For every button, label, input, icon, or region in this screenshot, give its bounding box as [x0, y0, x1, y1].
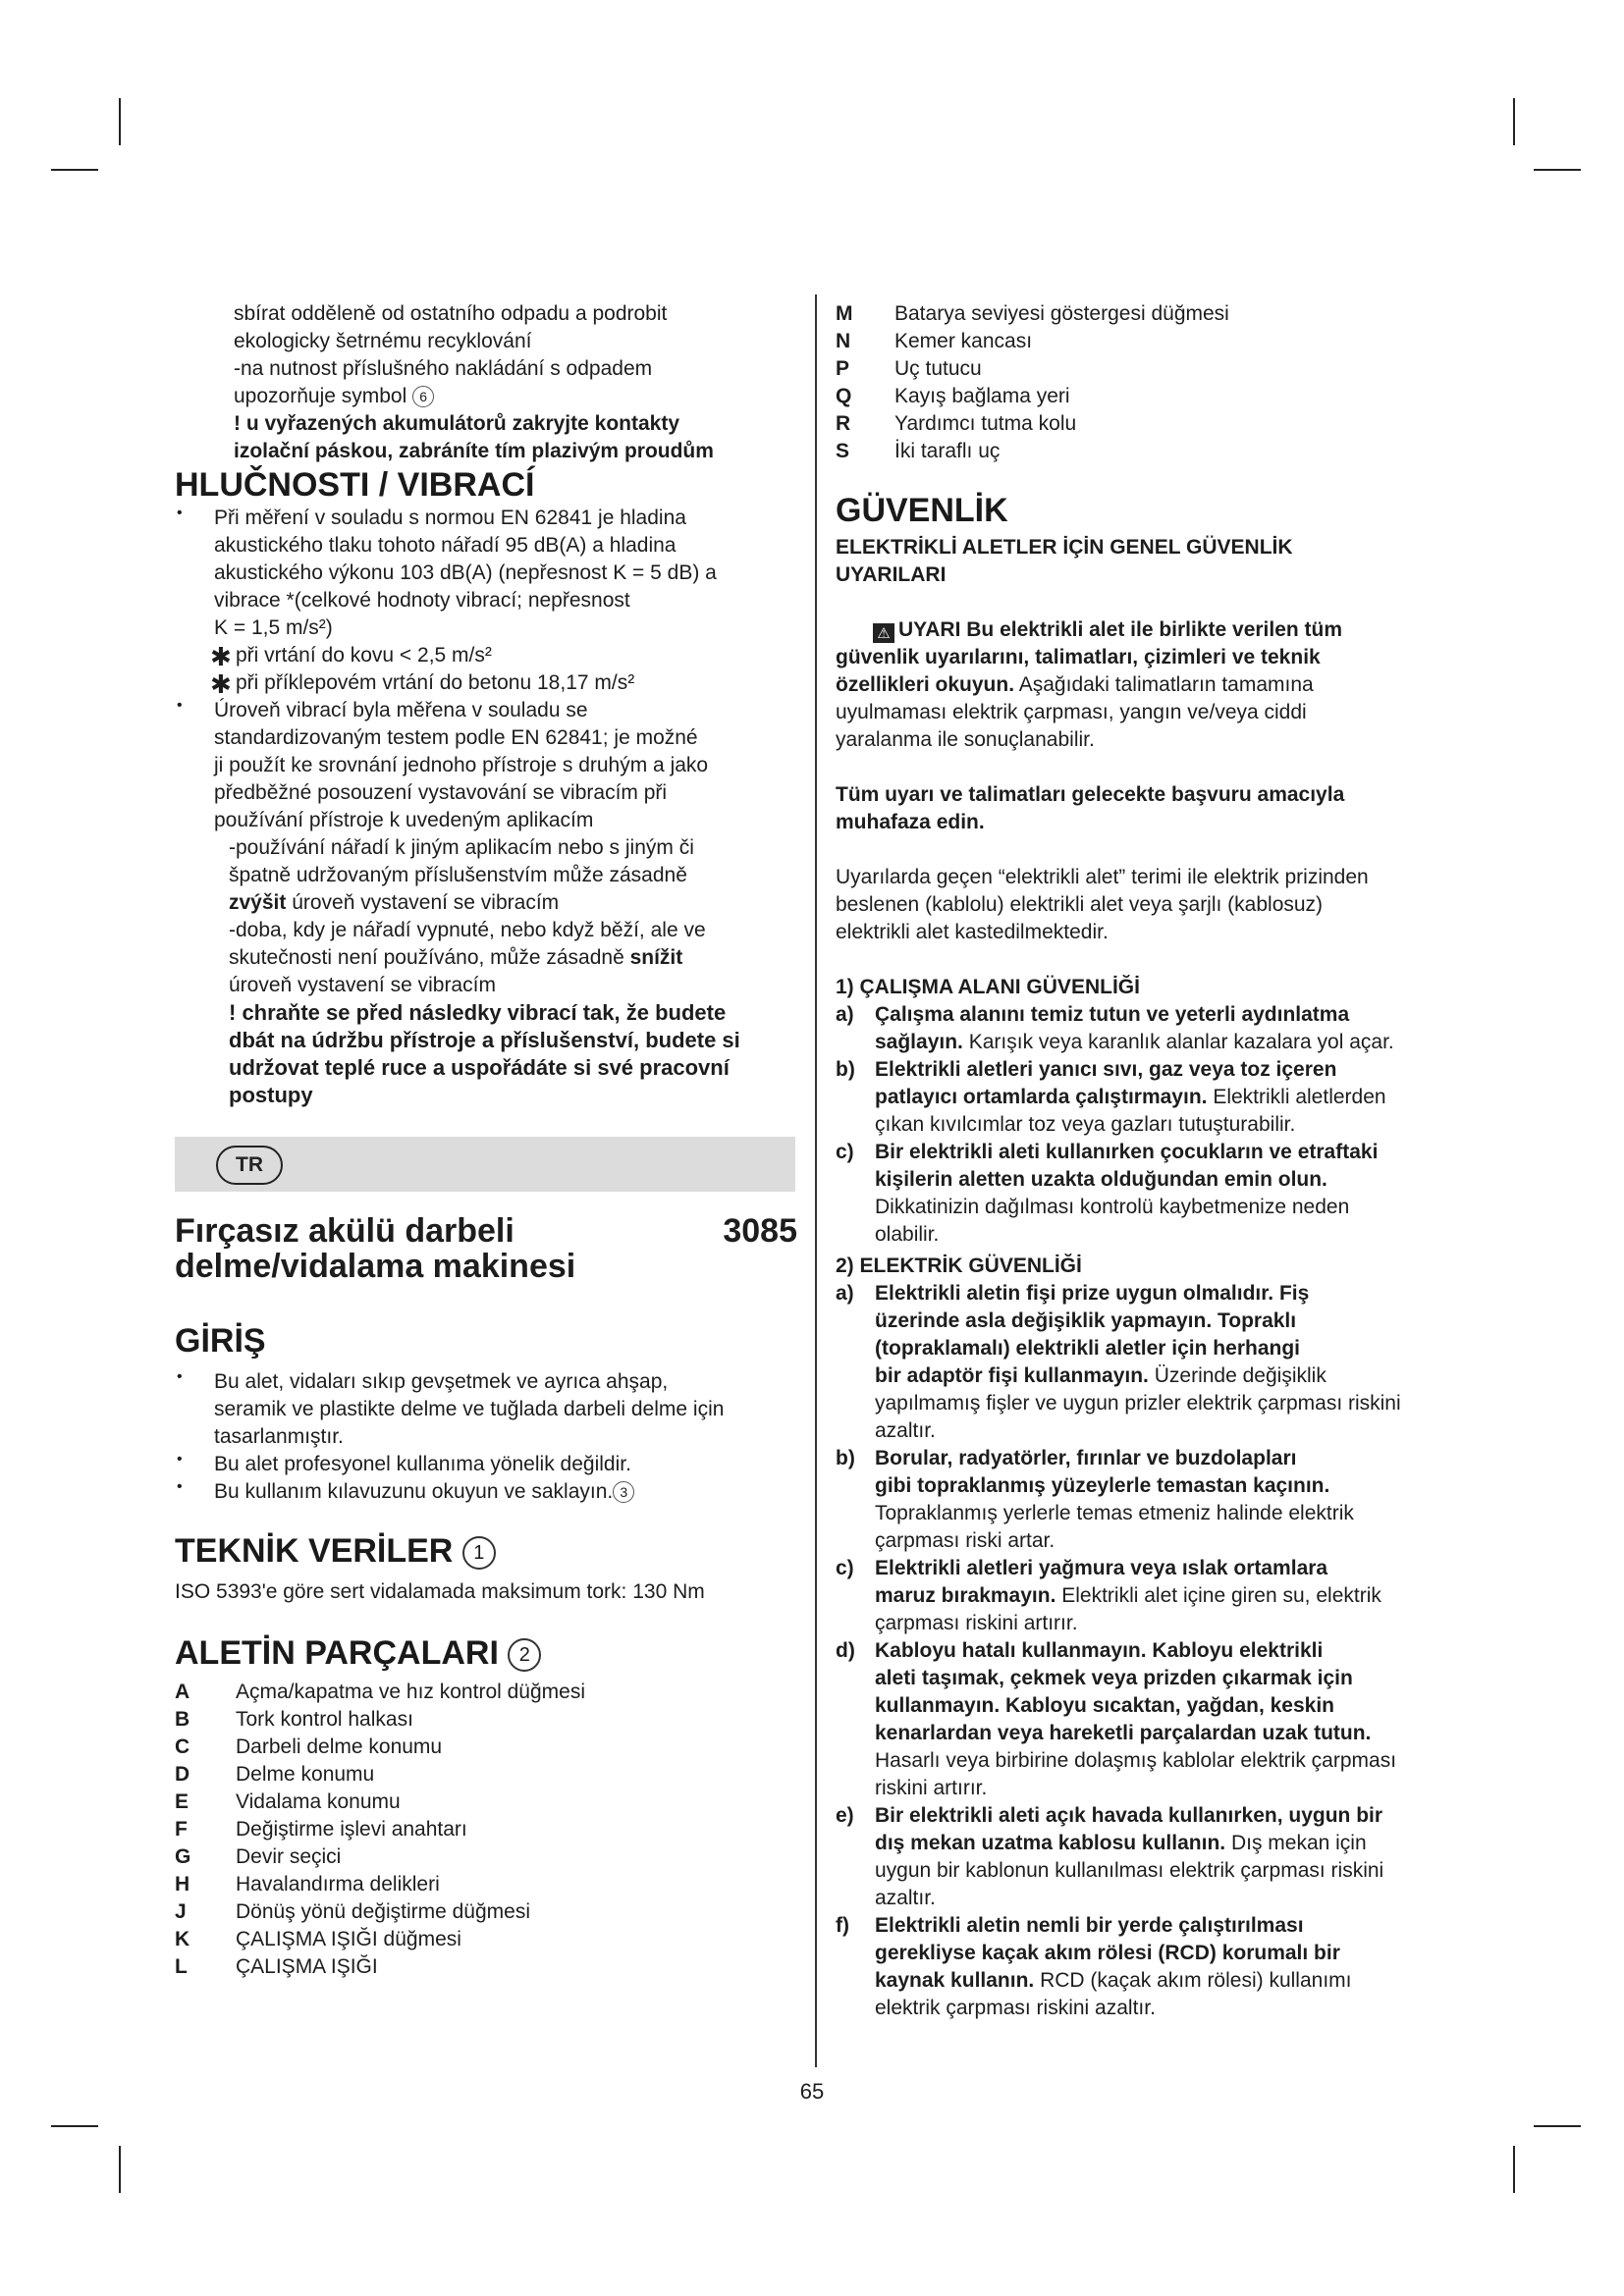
part-item — [175, 1871, 795, 1898]
parts-list-continued — [836, 300, 1456, 465]
part-letter: G — [175, 1845, 191, 1868]
part-item — [836, 328, 1456, 355]
safety-subtitle: ELEKTRİKLİ ALETLER İÇİN GENEL GÜVENLİK — [836, 536, 1293, 559]
part-description: Değiştirme işlevi anahtarı — [236, 1818, 467, 1841]
part-description: İki taraflı uç — [894, 440, 1001, 462]
rule-2f: f) Elektrikli aletin nemli bir yerde çalıştırılması gerekliyse kaçak akım rölesi (RCD) korumalı bir kaynak kullanın. RCD (kaçak akım rölesi) kullanımı elektrik çarpması riskini azaltır. — [836, 1914, 1352, 2019]
part-letter: D — [175, 1763, 190, 1786]
part-item — [175, 1761, 795, 1789]
left-column — [175, 300, 795, 1981]
parts-list — [175, 1679, 795, 1981]
part-letter: C — [175, 1735, 190, 1758]
section-title-guvenlik: GÜVENLİK — [836, 492, 1008, 529]
section-title-noise-vibration: HLUČNOSTI / VIBRACÍ — [175, 466, 535, 504]
page-number: 65 — [799, 2079, 825, 2104]
part-description: Kayış bağlama yeri — [894, 385, 1070, 407]
warning-icon: ⚠ — [873, 623, 894, 643]
product-title: Fırçasız akülü darbeli delme/vidalama makinesi — [175, 1212, 576, 1285]
safety-subtitle: UYARILARI — [836, 563, 947, 586]
part-description: Delme konumu — [236, 1763, 375, 1786]
part-letter: R — [836, 412, 851, 435]
part-description: Vidalama konumu — [236, 1790, 401, 1813]
crop-mark — [119, 2146, 121, 2193]
noise-bullet-2: • Úroveň vibrací byla měřena v souladu se standardizovaným testem podle EN 62841; je možné ji použít ke srovnání jednoho přístroje s druhým a jako předběžné posouzení vystavování se vibracím při používání přístroje k uvedeným aplikacím — [175, 697, 795, 834]
section-title-giris: GİRİŞ — [175, 1322, 266, 1360]
part-item — [175, 1706, 795, 1734]
part-description: Kemer kancası — [894, 330, 1033, 352]
part-description: Açma/kapatma ve hız kontrol düğmesi — [236, 1681, 585, 1703]
noise-bullet-1: • Při měření v souladu s normou EN 62841 je hladina akustického tlaku tohoto nářadí 95 dB(A) a hladina akustického výkonu 103 dB(A) (nepřesnost K = 5 dB) a vibrace *(celkové hodnoty vibrací; nepřesnost K = 1,5 m/s²) — [175, 505, 795, 642]
section-title-parts: ALETİN PARÇALARI 2 — [175, 1633, 795, 1673]
part-letter: B — [175, 1708, 190, 1731]
language-badge: TR — [216, 1146, 283, 1185]
part-description: Darbeli delme konumu — [236, 1735, 443, 1758]
giris-bullet-2: • Bu alet profesyonel kullanıma yönelik değildir. — [175, 1451, 795, 1478]
part-item — [175, 1734, 795, 1761]
part-item — [175, 1953, 795, 1981]
part-description: Dönüş yönü değiştirme düğmesi — [236, 1900, 530, 1923]
part-item — [836, 410, 1456, 438]
noise-star-item: ✱ při vrtání do kovu < 2,5 m/s² — [210, 642, 492, 671]
part-item — [175, 1679, 795, 1706]
part-item — [175, 1898, 795, 1926]
language-band — [175, 1137, 795, 1192]
rule-2b: b) Borular, radyatörler, fırınlar ve buzdolapları gibi topraklanmış yüzeylerle temastan kaçının. Topraklanmış yerlerle temas etmeniz halinde elektrik çarpması riski artar. — [836, 1447, 1354, 1552]
part-letter: Q — [836, 385, 852, 407]
rule-2a: a) Elektrikli aletin fişi prize uygun olmalıdır. Fiş üzerinde asla değişiklik yapmayın. Topraklı (topraklamalı) elektrikli aletler için herhangi bir adaptör fişi kullanmayın. Üzerinde değişiklik yapılmamış fişler ve uygun prizler elektrik çarpması riskini azaltır. — [836, 1282, 1401, 1442]
product-heading — [175, 1213, 795, 1284]
part-letter: N — [836, 330, 851, 352]
part-item — [836, 383, 1456, 410]
crop-mark — [1513, 2146, 1515, 2193]
asterisk-icon: ✱ — [210, 669, 232, 699]
part-description: ÇALIŞMA IŞIĞI düğmesi — [236, 1928, 461, 1950]
part-description: Devir seçici — [236, 1845, 342, 1868]
part-item — [175, 1816, 795, 1843]
rule-1a: a) Çalışma alanını temiz tutun ve yeterli aydınlatma sağlayın. Karışık veya karanlık alanlar kazalara yol açar. — [836, 1003, 1394, 1053]
symbol-6-icon: 6 — [412, 386, 434, 407]
part-description: Yardımcı tutma kolu — [894, 412, 1077, 435]
rule-1b: b) Elektrikli aletleri yanıcı sıvı, gaz veya toz içeren patlayıcı ortamlarda çalıştırmayın. Elektrikli aletlerden çıkan kıvılcımlar toz veya gazları tutuşturabilir. — [836, 1058, 1386, 1136]
part-description: Tork kontrol halkası — [236, 1708, 413, 1731]
part-description: ÇALIŞMA IŞIĞI — [236, 1955, 378, 1978]
part-letter: L — [175, 1955, 188, 1978]
symbol-3-icon: 3 — [613, 1481, 634, 1503]
symbol-1-icon: 1 — [462, 1536, 496, 1570]
product-number: 3085 — [723, 1212, 797, 1250]
section-1-title: 1) ÇALIŞMA ALANI GÜVENLİĞİ — [836, 976, 1140, 998]
column-divider — [815, 294, 817, 2067]
part-description: Batarya seviyesi göstergesi düğmesi — [894, 302, 1229, 325]
vibration-sub-1: -používání nářadí k jiným aplikacím nebo s jiným či špatně udržovaným příslušenstvím může zásadně zvýšit úroveň vystavení se vibracím -doba, kdy je nářadí vypnuté, nebo když běží, ale ve skutečnosti není používáno, může zásadně snížit úroveň vystavení se vibracím ! chraňte se před následky vibrací tak, že budete dbát na údržbu přístroje a příslušenství, budete si udržovat teplé ruce a uspořádáte si své pracovní postupy — [229, 836, 740, 1107]
rule-2d: d) Kabloyu hatalı kullanmayın. Kabloyu elektrikli aleti taşımak, çekmek veya prizden çıkarmak için kullanmayın. Kabloyu sıcaktan, yağdan, keskin kenarlardan veya hareketli parçalardan uzak tutun. Hasarlı veya birbirine dolaşmış kablolar elektrik çarpması riskini artırır. — [836, 1639, 1397, 1799]
crop-mark — [51, 169, 98, 171]
giris-bullet-3: • Bu kullanım kılavuzunu okuyun ve saklayın. 3 — [175, 1478, 795, 1506]
section-title-teknik: TEKNİK VERİLER 1 — [175, 1531, 795, 1571]
part-item — [175, 1789, 795, 1816]
crop-mark — [1534, 169, 1581, 171]
rule-2c: c) Elektrikli aletleri yağmura veya ıslak ortamlara maruz bırakmayın. Elektrikli alet içine giren su, elektrik çarpması riskini artırır. — [836, 1557, 1381, 1634]
term-definition: Uyarılarda geçen “elektrikli alet” terimi ile elektrik prizinden beslenen (kablolu) elektrikli alet veya şarjlı (kablosuz) elektrikli alet kastedilmektedir. — [836, 866, 1369, 943]
part-item — [175, 1926, 795, 1953]
crop-mark — [51, 2125, 98, 2127]
part-item — [836, 438, 1456, 465]
part-letter: F — [175, 1818, 188, 1841]
part-letter: H — [175, 1873, 190, 1896]
disposal-text: sbírat odděleně od ostatního odpadu a podrobit ekologicky šetrnému recyklování -na nutnost příslušného nakládání s odpadem upozorňuje symbol 6 ! u vyřazených akumulátorů zakryjte kontakty izolační páskou, zabráníte tím plazivým proudům — [234, 302, 714, 462]
crop-mark — [1513, 98, 1515, 145]
part-letter: E — [175, 1790, 189, 1813]
part-item — [836, 355, 1456, 383]
part-letter: J — [175, 1900, 187, 1923]
symbol-2-icon: 2 — [508, 1638, 541, 1672]
part-description: Uç tutucu — [894, 357, 982, 380]
rule-2e: e) Bir elektrikli aleti açık havada kullanırken, uygun bir dış mekan uzatma kablosu kullanın. Dış mekan için uygun bir kablonun kullanılması elektrik çarpması riskini azaltır. — [836, 1804, 1384, 1909]
part-letter: M — [836, 302, 853, 325]
part-item — [175, 1843, 795, 1871]
part-description: Havalandırma delikleri — [236, 1873, 440, 1896]
part-letter: P — [836, 357, 850, 380]
warning-block: ⚠ UYARI Bu elektrikli alet ile birlikte verilen tüm güvenlik uyarılarını, talimatları, çizimleri ve teknik özellikleri okuyun. Aşağıdaki talimatların tamamına uyulmaması elektrik çarpması, yangın ve/veya ciddi yaralanma ile sonuçlanabilir. — [836, 618, 1343, 751]
section-2-title: 2) ELEKTRİK GÜVENLİĞİ — [836, 1255, 1082, 1277]
asterisk-icon: ✱ — [210, 642, 232, 671]
part-letter: A — [175, 1681, 190, 1703]
rule-1c: c) Bir elektrikli aleti kullanırken çocukların ve etraftaki kişilerin aletten uzakta olduğundan emin olun. Dikkatinizin dağılması kontrolü kaybetmenize neden olabilir. — [836, 1141, 1379, 1246]
part-item — [836, 300, 1456, 328]
crop-mark — [119, 98, 121, 145]
keep-instructions: Tüm uyarı ve talimatları gelecekte başvuru amacıyla muhafaza edin. — [836, 783, 1345, 833]
noise-star-item: ✱ při příklepovém vrtání do betonu 18,17 m/s² — [210, 669, 635, 699]
giris-bullet-1: • Bu alet, vidaları sıkıp gevşetmek ve ayrıca ahşap, seramik ve plastikte delme ve tuğlada darbeli delme için tasarlanmıştır. — [175, 1368, 795, 1451]
part-letter: K — [175, 1928, 190, 1950]
teknik-text: ISO 5393'e göre sert vidalamada maksimum tork: 130 Nm — [175, 1580, 705, 1603]
crop-mark — [1534, 2125, 1581, 2127]
right-column — [836, 300, 1456, 2022]
part-letter: S — [836, 440, 850, 462]
